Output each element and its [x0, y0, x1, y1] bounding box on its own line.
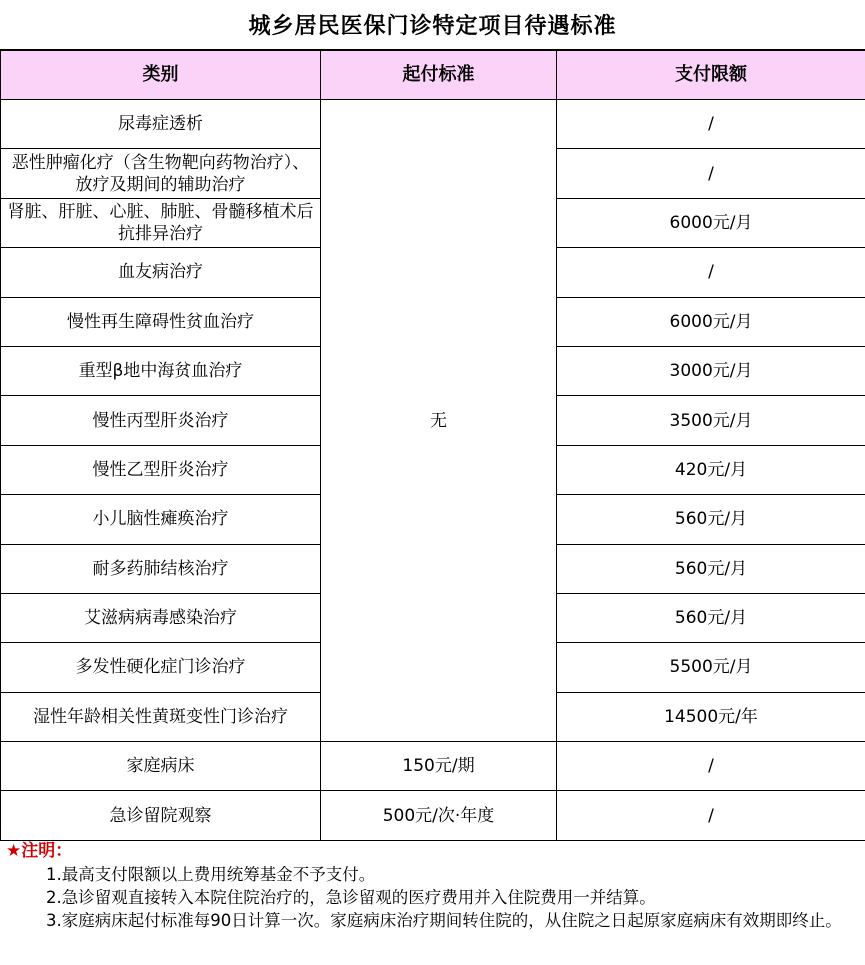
category-cell: 耐多药肺结核治疗	[1, 544, 321, 593]
category-cell: 恶性肿瘤化疗（含生物靶向药物治疗）、放疗及期间的辅助治疗	[1, 149, 321, 198]
category-cell: 重型β地中海贫血治疗	[1, 346, 321, 395]
limit-cell: 560元/月	[557, 593, 865, 642]
category-cell: 血友病治疗	[1, 248, 321, 297]
limit-cell: 560元/月	[557, 544, 865, 593]
limit-cell: /	[557, 248, 865, 297]
limit-cell: 420元/月	[557, 445, 865, 494]
limit-cell: /	[557, 791, 865, 840]
limit-cell: 3500元/月	[557, 396, 865, 445]
category-cell: 小儿脑性瘫痪治疗	[1, 495, 321, 544]
table-row	[1, 100, 865, 149]
column-header-category: 类别	[1, 51, 321, 100]
category-cell: 慢性乙型肝炎治疗	[1, 445, 321, 494]
limit-cell: /	[557, 149, 865, 198]
notes-section	[0, 840, 865, 965]
limit-cell: 3000元/月	[557, 346, 865, 395]
shared-deductible-cell: 无	[321, 100, 557, 742]
limit-cell: 6000元/月	[557, 297, 865, 346]
category-cell: 慢性再生障碍性贫血治疗	[1, 297, 321, 346]
category-cell: 家庭病床	[1, 742, 321, 791]
category-cell: 艾滋病病毒感染治疗	[1, 593, 321, 642]
category-cell: 慢性丙型肝炎治疗	[1, 396, 321, 445]
note-item: 1.最高支付限额以上费用统筹基金不予支付。	[46, 865, 376, 884]
star-icon: ★	[6, 841, 22, 861]
limit-cell: /	[557, 742, 865, 791]
benefit-table	[0, 50, 865, 841]
page-title: 城乡居民医保门诊特定项目待遇标准	[0, 0, 865, 50]
column-header-deductible: 起付标准	[321, 51, 557, 100]
deductible-cell: 500元/次·年度	[321, 791, 557, 840]
notes-heading-text: 注明：	[21, 841, 73, 861]
notes-heading	[6, 840, 859, 863]
category-cell: 肾脏、肝脏、心脏、肺脏、骨髓移植术后抗排异治疗	[1, 198, 321, 247]
deductible-cell: 150元/期	[321, 742, 557, 791]
table-header-row	[1, 51, 865, 100]
limit-cell: 5500元/月	[557, 643, 865, 692]
table-row	[1, 742, 865, 791]
category-cell: 急诊留院观察	[1, 791, 321, 840]
limit-cell: 14500元/年	[557, 692, 865, 741]
limit-cell: /	[557, 100, 865, 149]
note-item: 3.家庭病床起付标准每90日计算一次。家庭病床治疗期间转住院的，从住院之日起原家庭病床有效期即终止。	[46, 911, 842, 930]
limit-cell: 6000元/月	[557, 198, 865, 247]
category-cell: 湿性年龄相关性黄斑变性门诊治疗	[1, 692, 321, 741]
limit-cell: 560元/月	[557, 495, 865, 544]
column-header-limit: 支付限额	[557, 51, 865, 100]
note-item: 2.急诊留观直接转入本院住院治疗的，急诊留观的医疗费用并入住院费用一并结算。	[46, 888, 656, 907]
category-cell: 尿毒症透析	[1, 100, 321, 149]
table-row	[1, 791, 865, 840]
category-cell: 多发性硬化症门诊治疗	[1, 643, 321, 692]
